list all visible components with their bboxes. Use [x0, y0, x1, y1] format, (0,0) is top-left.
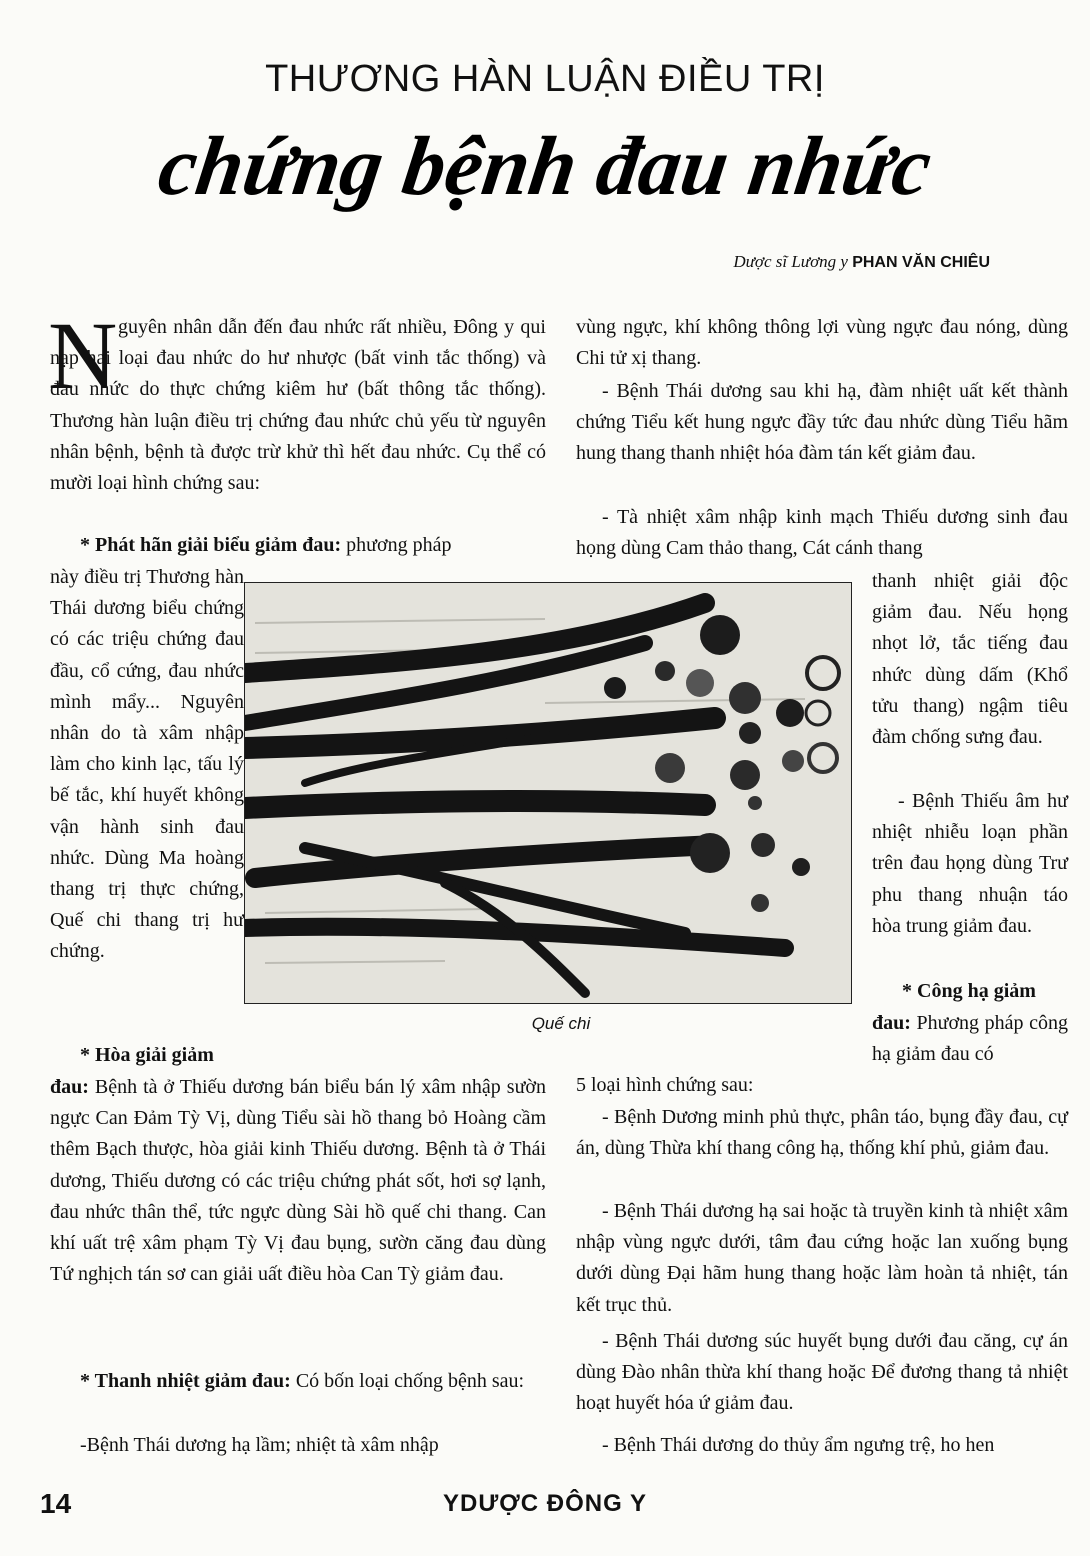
section4-heading: * Công hạ giảm: [902, 980, 1036, 1002]
section4-lead-text: Phương pháp công hạ giảm đau có: [872, 1012, 1068, 1066]
article-title: chứng bệnh đau nhức: [153, 120, 937, 213]
section3-item1-end: [576, 312, 1068, 374]
section4-item3-text: - Bệnh Thái dương súc huyết bụng dưới đau căng, cự án dùng Đào nhân thừa khí thang hoặc Để đương thang tả nhiệt hoạt huyết hóa ứ giảm đau.: [576, 1330, 1068, 1415]
section3-heading: * Thanh nhiệt giảm đau:: [80, 1370, 291, 1392]
section4-item1-text: - Bệnh Dương minh phủ thực, phân táo, bụng đầy đau, cự án, dùng Thừa khí thang công hạ, thống khí phủ, giảm đau.: [576, 1106, 1068, 1160]
section1-lead: [50, 530, 546, 561]
magazine-masthead: YDƯỢC ĐÔNG Y: [443, 1490, 647, 1517]
section1-body-text: này điều trị Thương hàn Thái dương biểu chứng có các triệu chứng đau đầu, cổ cứng, đau nhức mình mẩy... Nguyên nhân do tà xâm nhập làm cho kinh lạc, tấu lý bế tắc, khí huyết không vận hành sinh đau nhức. Dùng Ma hoàng thang trị thực chứng, Quế chi thang trị hư chứng.: [50, 566, 244, 963]
section3-item4: [872, 786, 1068, 942]
page-number: 14: [40, 1488, 72, 1519]
byline-role: Dược sĩ Lương y: [733, 252, 848, 271]
intro-paragraph: [48, 302, 546, 499]
article-kicker: THƯƠNG HÀN LUẬN ĐIỀU TRỊ: [265, 58, 825, 100]
section2-heading: * Hòa giải giảm: [80, 1044, 214, 1066]
cinnamon-twig-photo: [244, 582, 852, 1004]
section4-item4-text: - Bệnh Thái dương do thủy ẩm ngưng trệ, ho hen: [602, 1434, 995, 1456]
section3-item1-end-text: vùng ngực, khí không thông lợi vùng ngực đau nóng, dùng Chi tử xị thang.: [576, 316, 1068, 370]
section3-item2-text: - Bệnh Thái dương sau khi hạ, đàm nhiệt uất kết thành chứng Tiểu kết hung ngực đầy tức đau nhức dùng Tiểu hãm hung thang thanh nhiệt hóa đàm tán kết giảm đau.: [576, 380, 1068, 465]
section4-item2-text: - Bệnh Thái dương hạ sai hoặc tà truyền kinh tà nhiệt xâm nhập vùng ngực dưới, tâm đau cứng hoặc lan xuống bụng dưới dùng Đại hãm hung thang hoặc làm hoàn tả nhiệt, tán kết trục thủ.: [576, 1200, 1068, 1316]
section4-lead-end: [576, 1070, 1068, 1101]
section4-heading-end: đau:: [872, 1012, 911, 1034]
section3-item3-start: [576, 502, 1068, 564]
section3-lead: [50, 1366, 546, 1397]
section3-item2: [576, 376, 1068, 470]
section2-heading-end: đau:: [50, 1076, 89, 1098]
section4-item3: [576, 1326, 1068, 1420]
section2-body: [50, 1072, 546, 1290]
section4-lead-end-text: 5 loại hình chứng sau:: [576, 1074, 754, 1096]
section3-item1-start-text: -Bệnh Thái dương hạ lầm; nhiệt tà xâm nhập: [80, 1434, 439, 1456]
section4-item1: [576, 1102, 1068, 1164]
section4-heading-line: [872, 976, 1068, 1007]
section2-body-text: Bệnh tà ở Thiếu dương bán biểu bán lý xâm nhập sườn ngực Can Đảm Tỳ Vị, dùng Tiểu sài hồ thang bỏ Hoàng cầm thêm Bạch thược, hòa giải kinh Thiếu dương. Bệnh tà ở Thái dương, Thiếu dương có các triệu chứng phát sốt, hơi sợ lạnh, đau nhức thân thể, tức ngực dùng Sài hồ quế chi thang. Can khí uất trệ xâm phạm Tỳ Vị đau bụng, sườn căng đau dùng Tứ nghịch tán sơ can giải uất điều hòa Can Tỳ giảm đau.: [50, 1076, 546, 1286]
drop-cap: N: [48, 302, 118, 409]
section2-heading-line: [50, 1040, 250, 1071]
section1-body: [50, 562, 244, 968]
section3-item1-start: [50, 1430, 546, 1461]
section4-item2: [576, 1196, 1068, 1321]
section3-item3-end-text: thanh nhiệt giải độc giảm đau. Nếu họng nhọt lở, tắc tiếng đau nhức dùng dấm (Khổ tửu thang) ngậm tiêu đàm chống sưng đau.: [872, 570, 1068, 749]
photo-caption: Quế chi: [531, 1014, 591, 1033]
intro-text: guyên nhân dẫn đến đau nhức rất nhiều, Đông y qui nạp hai loại đau nhức do hư nhược (bất vinh tắc thống) và đau nhức do thực chứng kiêm hư (bất thông tắc thống). Thương hàn luận điều trị chứng đau nhức chủ yếu từ nguyên nhân bệnh, bệnh tà được trừ khử thì hết đau nhức. Cụ thể có mười loại hình chứng sau:: [50, 316, 546, 495]
section4-lead: [872, 1008, 1068, 1070]
section1-heading: * Phát hãn giải biểu giảm đau:: [80, 534, 342, 556]
section3-lead-text: Có bốn loại chống bệnh sau:: [290, 1370, 525, 1392]
byline-name: PHAN VĂN CHIÊU: [852, 254, 990, 271]
section3-item3-end: [872, 566, 1068, 753]
section3-item4-text: - Bệnh Thiếu âm hư nhiệt nhiễu loạn phần trên đau họng dùng Trư phu thang nhuận táo hòa trung giảm đau.: [872, 790, 1068, 937]
section4-item4: [576, 1430, 1068, 1461]
section3-item3-start-text: - Tà nhiệt xâm nhập kinh mạch Thiếu dương sinh đau họng dùng Cam thảo thang, Cát cánh thang: [576, 506, 1068, 560]
twig-illustration: [245, 583, 851, 1003]
byline: [733, 252, 990, 272]
section1-lead-text: phương pháp: [341, 534, 452, 556]
